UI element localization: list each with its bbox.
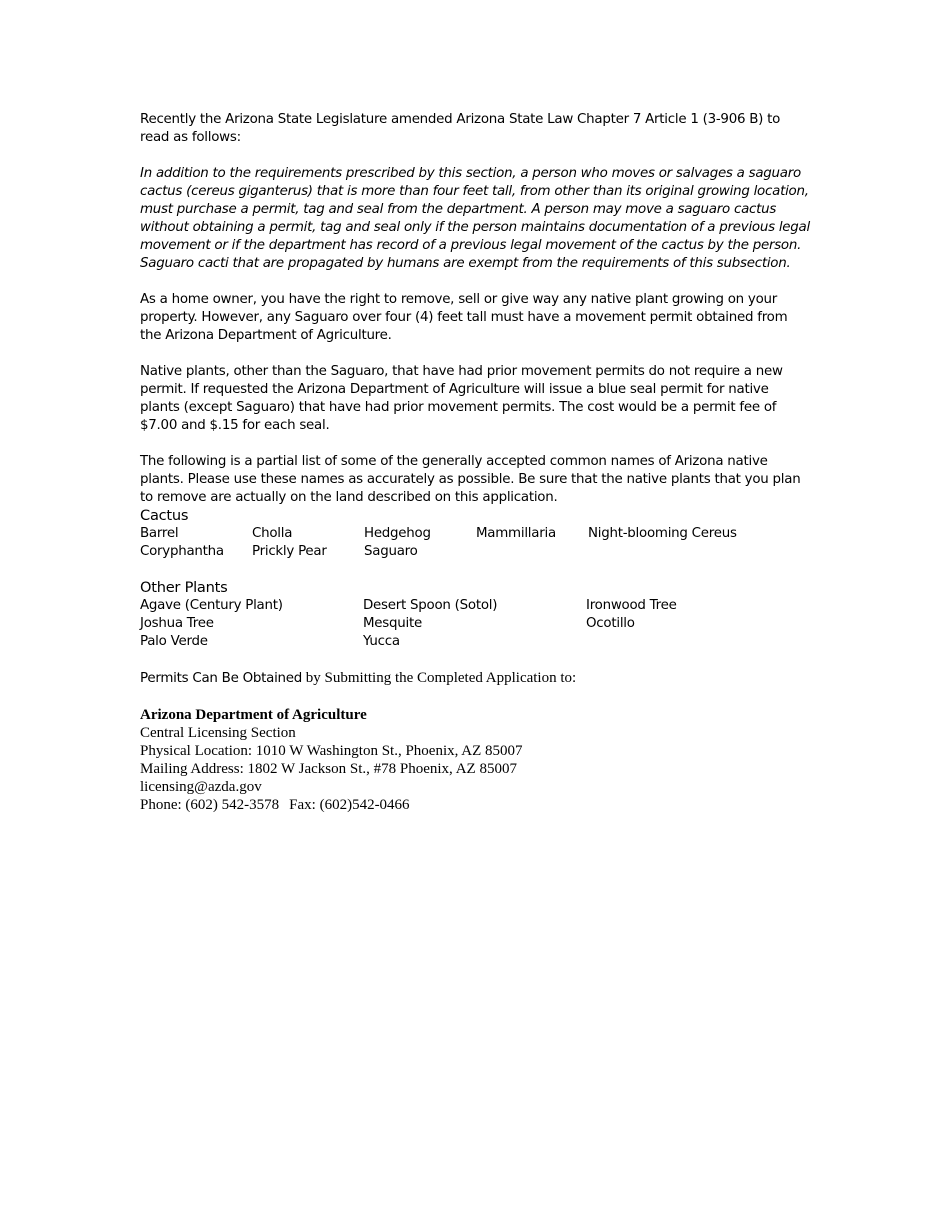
plant-name: Palo Verde bbox=[140, 634, 208, 649]
law-quote: In addition to the requirements prescribed by this section, a person who moves or salvages a saguaro cactus (cereus giganterus) that is more than four feet tall, from other than its original growing location, must purchase a permit, tag and seal from the department. A person may move a saguaro cactus without obtaining a permit, tag and seal only if the person maintains documentation of a previous legal movement or if the department has record of a previous legal movement of the cactus by the person. Saguaro cacti that are propagated by humans are exempt from the requirements of this subsection. bbox=[140, 166, 810, 271]
plant-name: Coryphantha bbox=[140, 544, 224, 559]
plant-name: Agave (Century Plant) bbox=[140, 598, 283, 613]
other-plants-row bbox=[140, 597, 810, 615]
cactus-section bbox=[140, 507, 810, 561]
cactus-row bbox=[140, 543, 810, 561]
plant-name: Hedgehog bbox=[364, 526, 431, 541]
cactus-heading: Cactus bbox=[140, 507, 189, 524]
plant-name: Cholla bbox=[252, 526, 293, 541]
contact-block bbox=[140, 706, 810, 814]
org-name: Arizona Department of Agriculture bbox=[140, 707, 367, 723]
plant-name: Desert Spoon (Sotol) bbox=[363, 598, 498, 613]
document-body bbox=[140, 111, 810, 814]
permits-instruction bbox=[140, 669, 810, 688]
mailing-address: Mailing Address: 1802 W Jackson St., #78 Phoenix, AZ 85007 bbox=[140, 761, 517, 777]
physical-location: Physical Location: 1010 W Washington St., Phoenix, AZ 85007 bbox=[140, 743, 523, 759]
other-plants-row bbox=[140, 615, 810, 633]
plant-name: Joshua Tree bbox=[140, 616, 214, 631]
plant-name: Barrel bbox=[140, 526, 179, 541]
plant-name: Night-blooming Cereus bbox=[588, 526, 737, 541]
plant-name: Ocotillo bbox=[586, 616, 635, 631]
phone-fax-line bbox=[140, 796, 810, 814]
plant-name: Yucca bbox=[363, 634, 400, 649]
cactus-row bbox=[140, 525, 810, 543]
fax-number: Fax: (602)542-0466 bbox=[289, 797, 410, 813]
section-name: Central Licensing Section bbox=[140, 725, 296, 741]
plant-name: Mesquite bbox=[363, 616, 422, 631]
homeowner-paragraph: As a home owner, you have the right to remove, sell or give way any native plant growing on your property. However, any Saguaro over four (4) feet tall must have a movement permit obtained from the Arizona Department of Agriculture. bbox=[140, 292, 788, 343]
other-plants-section bbox=[140, 579, 810, 651]
plant-list-intro: The following is a partial list of some of the generally accepted common names of Arizona native plants. Please use these names as accurately as possible. Be sure that the native plants that you plan to remove are actually on the land described on this application. bbox=[140, 454, 801, 505]
permits-rest: by Submitting the Completed Application to: bbox=[302, 670, 577, 686]
permits-lead: Permits Can Be Obtained bbox=[140, 671, 303, 686]
other-plants-heading: Other Plants bbox=[140, 579, 228, 596]
intro-paragraph: Recently the Arizona State Legislature amended Arizona State Law Chapter 7 Article 1 (3-906 B) to read as follows: bbox=[140, 112, 781, 145]
phone-number: Phone: (602) 542-3578 bbox=[140, 797, 280, 813]
other-plants-row bbox=[140, 633, 810, 651]
plant-name: Mammillaria bbox=[476, 526, 556, 541]
plant-name: Prickly Pear bbox=[252, 544, 327, 559]
contact-email: licensing@azda.gov bbox=[140, 779, 262, 795]
plant-name: Ironwood Tree bbox=[586, 598, 677, 613]
plant-name: Saguaro bbox=[364, 544, 418, 559]
prior-permits-paragraph: Native plants, other than the Saguaro, that have had prior movement permits do not require a new permit. If requested the Arizona Department of Agriculture will issue a blue seal permit for native plants (except Saguaro) that have had prior movement permits. The cost would be a permit fee of $7.00 and $.15 for each seal. bbox=[140, 364, 783, 433]
